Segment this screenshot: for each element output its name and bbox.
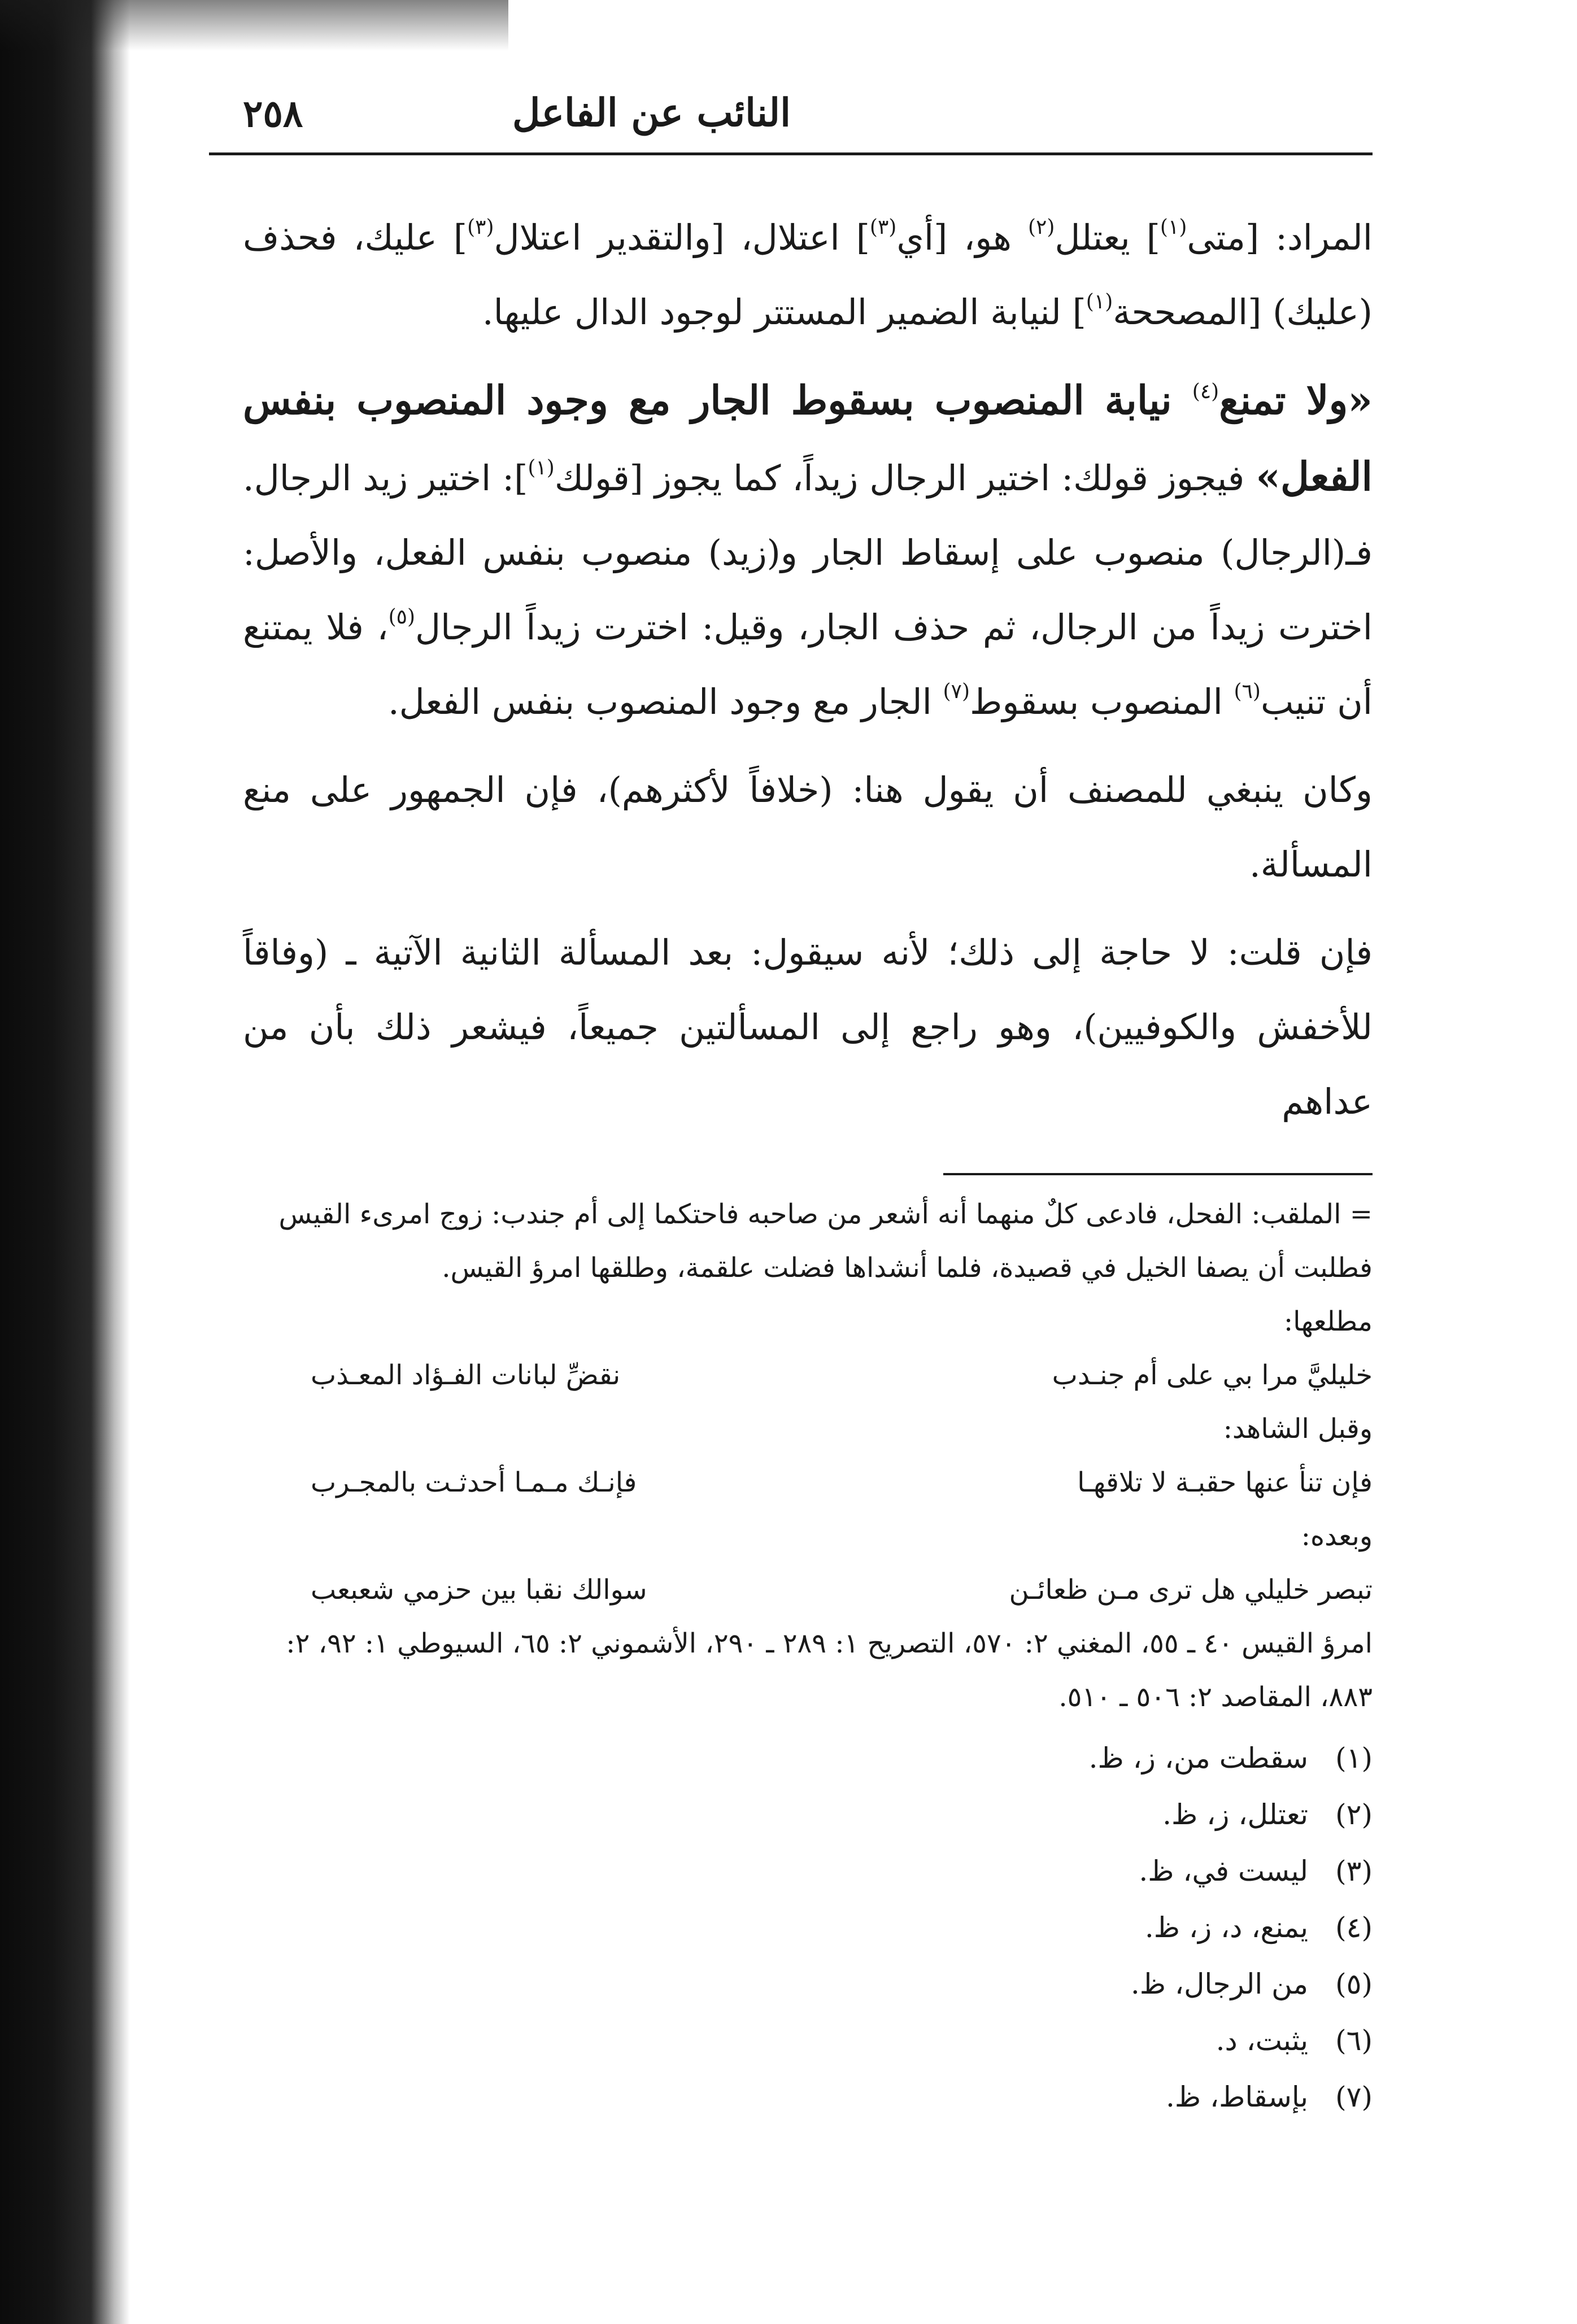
footnote-ref: (٤) bbox=[1192, 380, 1219, 403]
note-item bbox=[243, 1730, 1373, 1786]
paragraph-1 bbox=[243, 200, 1373, 350]
verse-hemistich-2: فإنـك مـمـا أحدثـت بالمجـرب bbox=[311, 1467, 637, 1498]
text-span: الجار مع وجود المنصوب بنفس الفعل. bbox=[387, 681, 943, 722]
footnote-ref: (١) bbox=[1160, 216, 1187, 239]
footnote-ref: (٦) bbox=[1234, 680, 1261, 703]
note-item bbox=[243, 2012, 1373, 2069]
note-text: ليست في، ظ. bbox=[1139, 1855, 1308, 1887]
verse-line bbox=[311, 1563, 1373, 1617]
text-span: المنصوب بسقوط bbox=[969, 681, 1234, 722]
note-number: (٦) bbox=[1335, 2024, 1373, 2057]
verse-hemistich-2: نقضِّ لبانات الفـؤاد المعـذب bbox=[311, 1359, 621, 1391]
paragraph-2 bbox=[243, 363, 1373, 739]
note-number: (٥) bbox=[1335, 1968, 1373, 2000]
note-number: (٧) bbox=[1335, 2081, 1373, 2113]
note-text: يمنع، د، ز، ظ. bbox=[1144, 1911, 1308, 1944]
footnotes bbox=[243, 1188, 1373, 2125]
scan-dark-edge bbox=[0, 0, 130, 2324]
footnote-label: وبعده: bbox=[1301, 1520, 1373, 1552]
note-item bbox=[243, 1899, 1373, 1956]
text-span: هو، [أي bbox=[896, 217, 1028, 258]
paragraph-3: وكان ينبغي للمصنف أن يقول هنا: (خلافاً لأكثرهم)، فإن الجمهور على منع المسألة. bbox=[243, 769, 1373, 885]
verse-hemistich-1: فإن تنأ عنها حقبـة لا تلاقهـا bbox=[1077, 1467, 1373, 1498]
note-number: (٣) bbox=[1335, 1855, 1373, 1887]
running-title: النائب عن الفاعل bbox=[512, 90, 791, 136]
verse-hemistich-1: تبصر خليلي هل ترى مـن ظعائـن bbox=[1009, 1574, 1373, 1606]
verse-hemistich-1: خليليَّ مرا بي على أم جنـدب bbox=[1052, 1359, 1373, 1391]
footnote-ref: (٥) bbox=[388, 605, 415, 629]
footnote-ref: (٢) bbox=[1027, 216, 1055, 239]
footnote-ref: (٣) bbox=[467, 216, 494, 239]
footnote-ref: (٧) bbox=[943, 680, 970, 703]
note-text: من الرجال، ظ. bbox=[1130, 1968, 1308, 2000]
header-rule bbox=[209, 152, 1373, 155]
numbered-notes bbox=[243, 1730, 1373, 2125]
note-number: (٤) bbox=[1335, 1911, 1373, 1944]
footnote-separator bbox=[943, 1173, 1373, 1175]
note-item bbox=[243, 2069, 1373, 2125]
verse-line bbox=[311, 1349, 1373, 1402]
verse-hemistich-2: سوالك نقبا بين حزمي شعبعب bbox=[311, 1574, 647, 1606]
footnote-ref: (٣) bbox=[869, 216, 897, 239]
note-text: بإسقاط، ظ. bbox=[1166, 2081, 1308, 2113]
verse-line bbox=[311, 1456, 1373, 1510]
text-span: فيجوز قولك: اختير الرجال زيداً، كما يجوز [قولك bbox=[554, 457, 1256, 499]
note-number: (١) bbox=[1335, 1742, 1373, 1774]
note-item bbox=[243, 1843, 1373, 1899]
footnote-ref: (١) bbox=[1086, 290, 1113, 313]
scan-top-shadow bbox=[0, 0, 508, 51]
book-page bbox=[243, 79, 1373, 2125]
footnote-continuation: = الملقب: الفحل، فادعى كلٌ منهما أنه أشعر من صاحبه فاحتكما إلى أم جندب: زوج امرىء القيس فطلبت أن يصفا الخيل في قصيدة، فلما أنشداها فضلت علقمة، وطلقها امرؤ القيس. bbox=[278, 1198, 1373, 1284]
footnote-ref: (١) bbox=[528, 456, 555, 479]
paragraph-4: فإن قلت: لا حاجة إلى ذلك؛ لأنه سيقول: بعد المسألة الثانية الآتية ـ (وفاقاً للأخفش والكوفيين)، وهو راجع إلى المسألتين جميعاً، فيشعر ذلك بأن من عداهم bbox=[243, 932, 1373, 1122]
note-number: (٢) bbox=[1335, 1798, 1373, 1831]
page-header bbox=[243, 79, 1373, 147]
text-span: ] يعتلل bbox=[1055, 217, 1160, 258]
footnote-label: وقبل الشاهد: bbox=[1223, 1413, 1373, 1445]
bold-matn: نيابة المنصوب بسقوط الجار مع وجود المنصوب بنفس الفعل» bbox=[243, 377, 1373, 500]
note-item bbox=[243, 1786, 1373, 1843]
note-item bbox=[243, 1956, 1373, 2012]
note-text: تعتلل، ز، ظ. bbox=[1162, 1798, 1308, 1831]
text-span: المراد: [متى bbox=[1187, 217, 1373, 258]
footnote-label: مطلعها: bbox=[1283, 1306, 1373, 1337]
main-text bbox=[243, 200, 1373, 1139]
text-span: ]: اختير زيد الرجال. فـ(الرجال) منصوب على إسقاط الجار و(زيد) منصوب بنفس الفعل، والأصل: اخترت زيداً من الرجال، ثم حذف الجار، وقيل: اخترت زيداً الرجال bbox=[243, 457, 1373, 648]
bold-matn: «ولا تمنع bbox=[1219, 377, 1373, 424]
text-span: ] اعتلال، [والتقدير اعتلال bbox=[494, 217, 870, 258]
footnote-sources: امرؤ القيس ٤٠ ـ ٥٥، المغني ٢: ٥٧٠، التصريح ١: ٢٨٩ ـ ٢٩٠، الأشموني ٢: ٦٥، السيوطي ١: ٩٢، ٢: ٨٨٣، المقاصد ٢: ٥٠٦ ـ ٥١٠. bbox=[286, 1628, 1373, 1713]
page-number: ٢٥٨ bbox=[243, 91, 303, 136]
note-text: يثبت، د. bbox=[1216, 2024, 1308, 2057]
text-span: ] عليك، فحذف (عليك) [المصححة bbox=[243, 217, 1373, 333]
text-span: ] لنيابة الضمير المستتر لوجود الدال عليها. bbox=[482, 291, 1086, 333]
text-span: ، فلا يمتنع أن تنيب bbox=[243, 607, 1373, 722]
note-text: سقطت من، ز، ظ. bbox=[1088, 1742, 1308, 1774]
